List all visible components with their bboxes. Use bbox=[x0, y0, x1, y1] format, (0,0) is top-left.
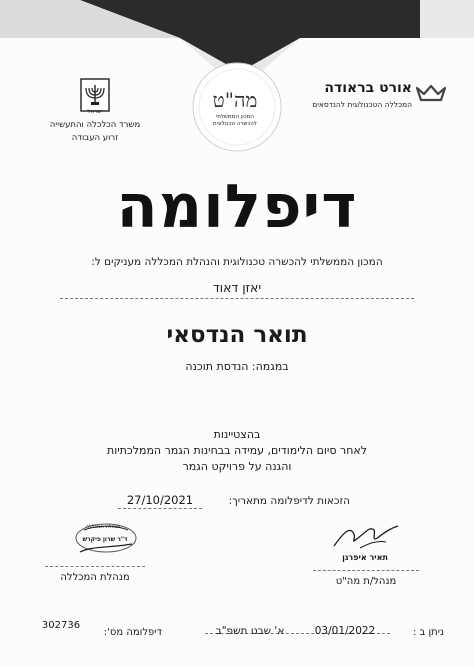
left-signer-role: מנהלת המכללה bbox=[60, 572, 130, 583]
diploma-number-value: 302736 bbox=[41, 620, 81, 631]
issued-date: 03/01/2022 bbox=[314, 625, 376, 637]
condition-line-2: והגנה על פרויקט הגמר bbox=[182, 460, 292, 473]
maht-logo-subtitle-1: המכון הממשלתי bbox=[216, 114, 254, 120]
institute-statement: המכון הממשלתי להכשרה טכנולוגית והנהלת המכללה מעניקים ל: bbox=[91, 256, 383, 268]
ministry-name: משרד הכלכלה והתעשייה bbox=[49, 120, 141, 130]
eligibility-date-underline bbox=[118, 508, 202, 509]
ministry-division: זרוע העבודה bbox=[71, 133, 119, 143]
right-signer-name: תאיר איפרגן bbox=[342, 553, 388, 562]
honors-label: בהצטיינות bbox=[213, 428, 261, 441]
ort-logo-subtitle: המכללה הטכנולוגית להנדסאים bbox=[312, 100, 412, 109]
issued-label: ניתן ב : bbox=[412, 627, 444, 638]
recipient-name: יאזן דאוד bbox=[212, 280, 262, 295]
stamp-name: ד"ר שרון פיקרש bbox=[82, 536, 128, 543]
ort-logo-icon bbox=[414, 80, 448, 106]
state-emblem-label: ישראל bbox=[87, 109, 103, 115]
eligibility-date: 27/10/2021 bbox=[126, 493, 194, 507]
right-signature-line bbox=[313, 570, 419, 571]
left-signature-line bbox=[45, 566, 145, 567]
stamp-subtitle: מנהלת המכללה bbox=[85, 524, 121, 530]
ort-logo-name: אורט בראודה bbox=[324, 80, 412, 96]
maht-logo-subtitle-2: להכשרה טכנולוגית bbox=[213, 121, 257, 127]
degree-track: במגמה: הנדסת תוכנה bbox=[185, 360, 289, 373]
condition-line-1: לאחר סיום הלימודים, עמידה בבחינות הגמר הממלכתיות bbox=[106, 444, 368, 457]
degree-title: תואר הנדסאי bbox=[166, 322, 308, 348]
state-emblem-icon bbox=[80, 78, 110, 112]
maht-logo-name: מה"ט bbox=[212, 88, 258, 112]
recipient-underline bbox=[60, 298, 414, 299]
eligibility-label: הזכאות לדיפלומה מתאריך: bbox=[228, 495, 350, 507]
diploma-number-label: דיפלומה מס': bbox=[103, 627, 162, 638]
right-signer-role: מנהל/ת מה"ט bbox=[335, 576, 397, 587]
right-signature-icon bbox=[330, 522, 402, 554]
issued-hebrew-date: א' שבט תשפ"ב bbox=[215, 625, 285, 637]
diploma-title: דיפלומה bbox=[116, 172, 358, 242]
